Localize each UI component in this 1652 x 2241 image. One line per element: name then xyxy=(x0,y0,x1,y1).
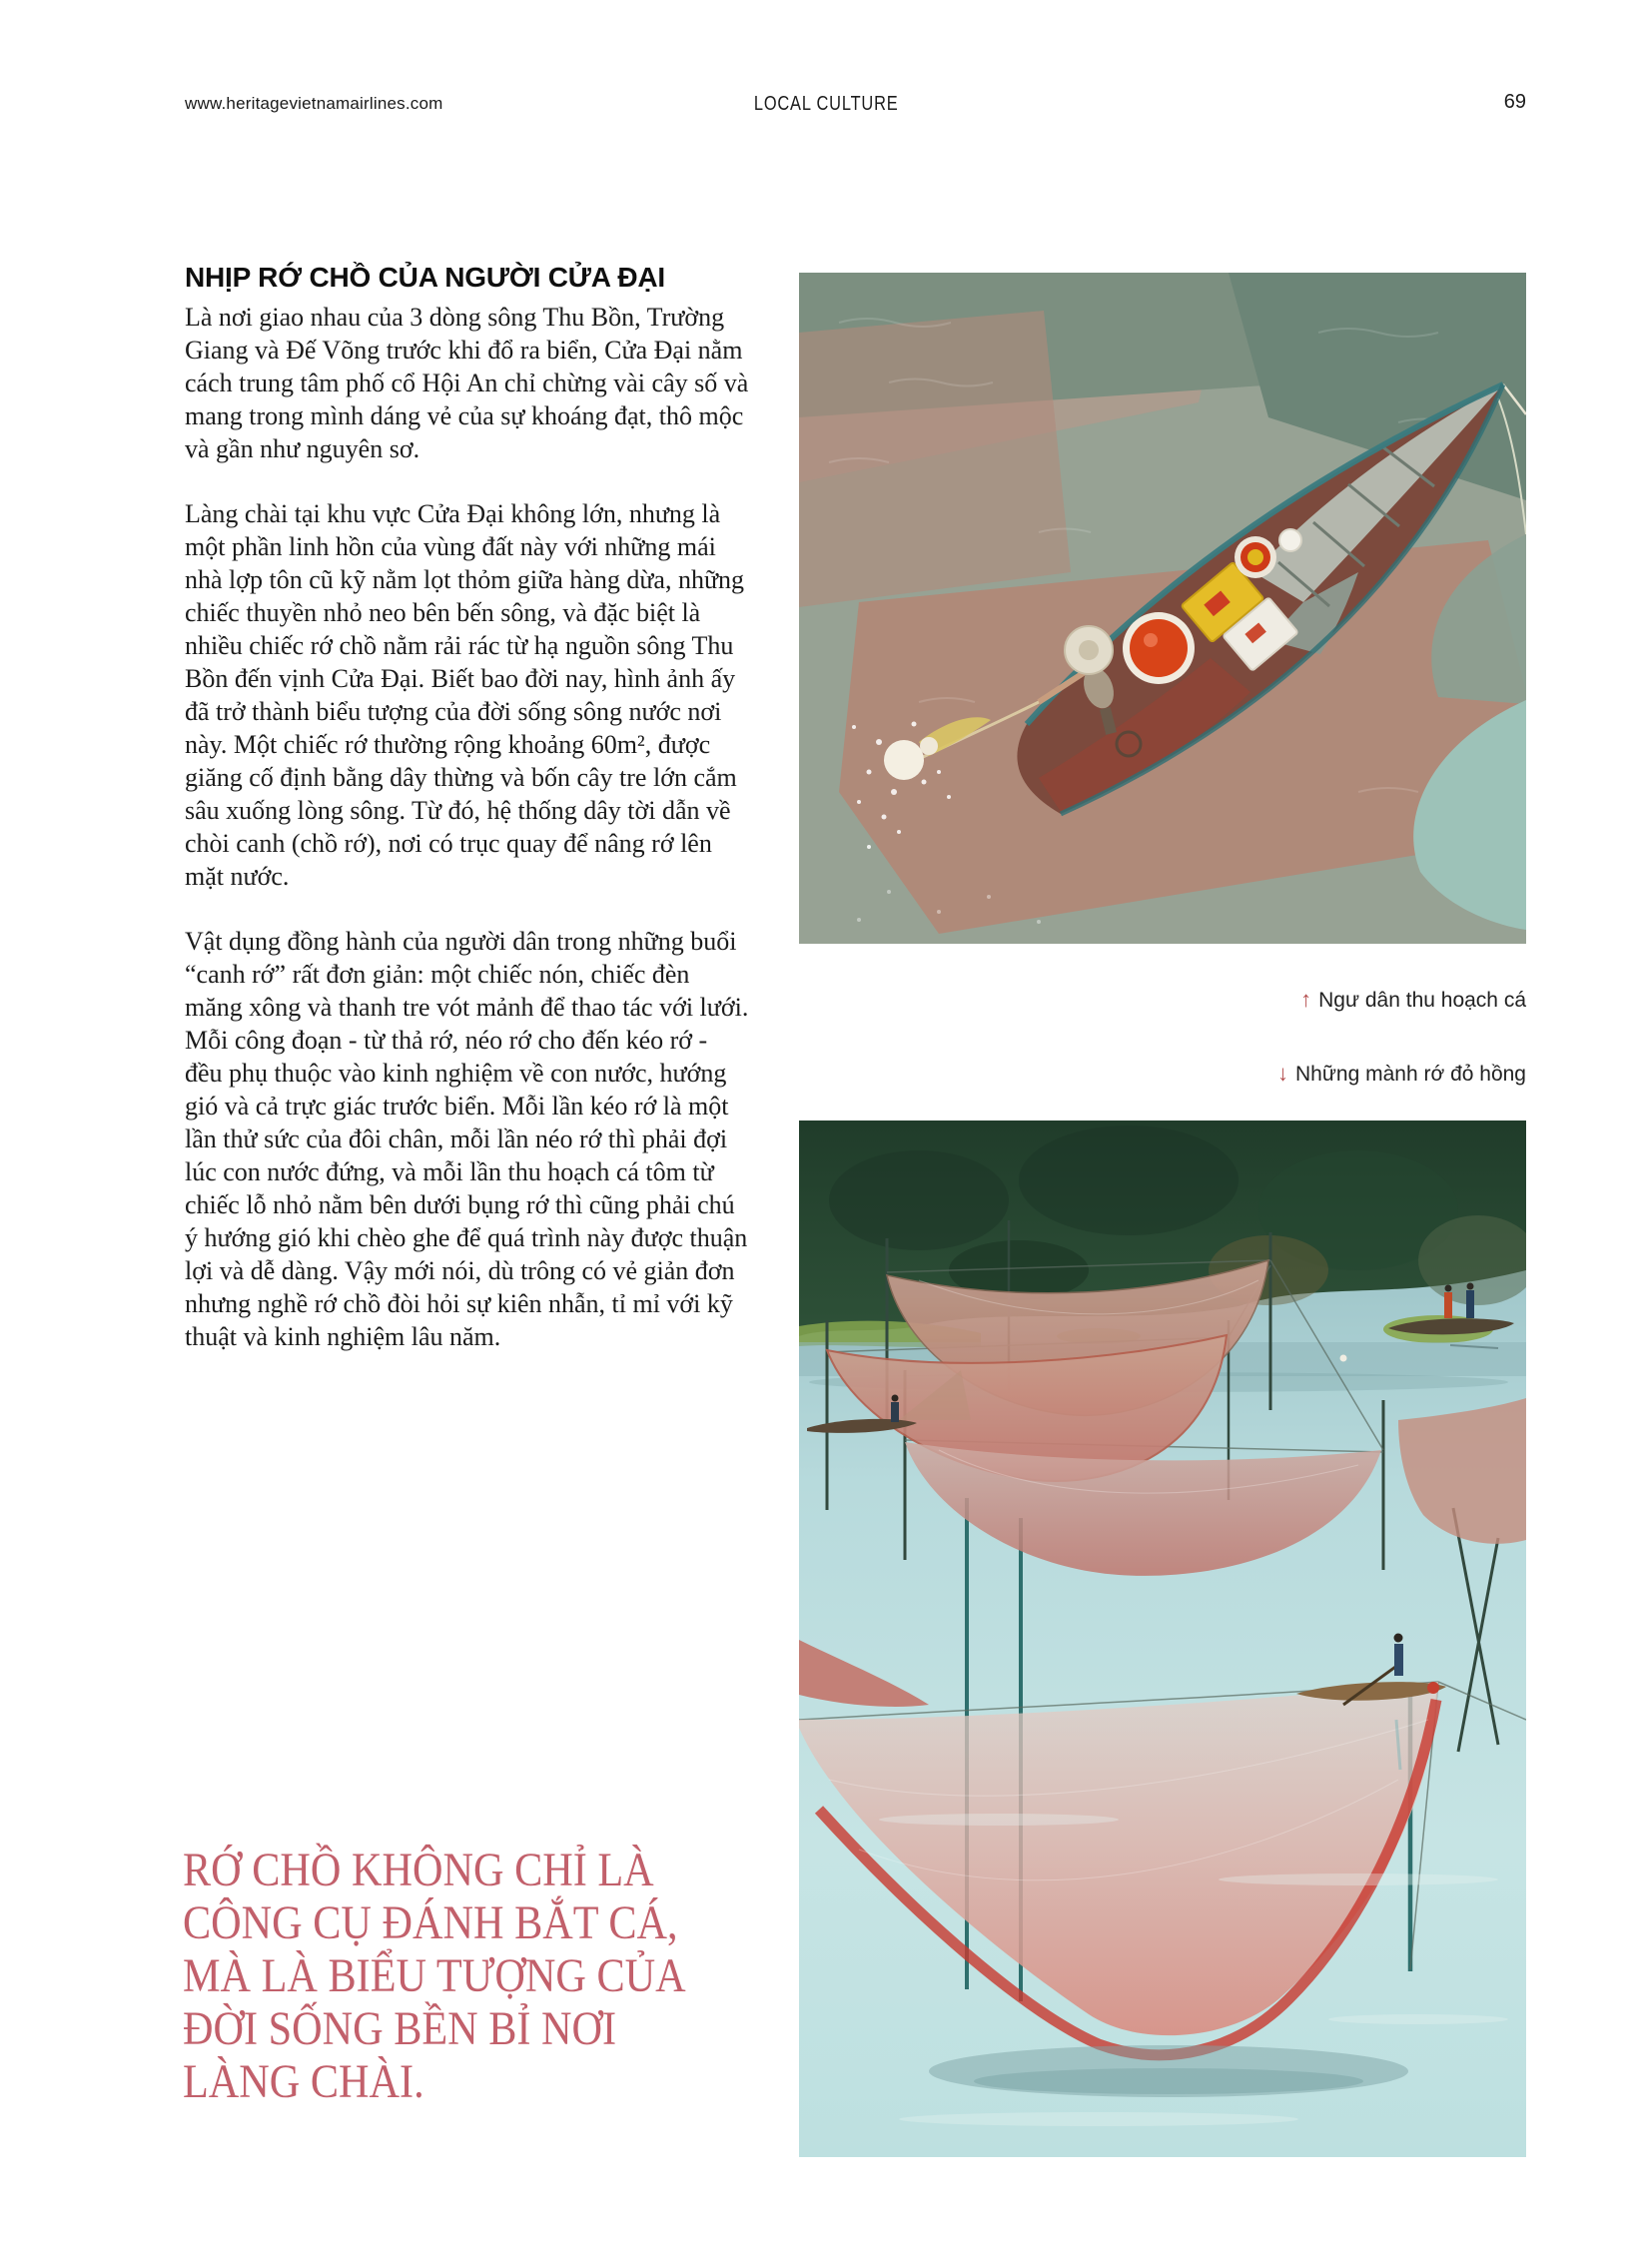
photo2-caption-text: Những mành rớ đỏ hồng xyxy=(1295,1063,1526,1086)
down-arrow-icon: ↓ xyxy=(1277,1061,1289,1086)
up-arrow-icon: ↑ xyxy=(1300,987,1312,1012)
photo1-caption xyxy=(799,987,1526,1013)
website-url: www.heritagevietnamairlines.com xyxy=(185,94,443,113)
article-column xyxy=(185,262,750,1385)
paragraph-2: Làng chài tại khu vực Cửa Đại không lớn, nhưng là một phần linh hồn của vùng đất này với những mái nhà lợp tôn cũ kỹ nằm lọt thỏm giữa hàng dừa, những chiếc thuyền nhỏ neo bên bến sông, và đặc biệt là nhiều chiếc rớ chồ nằm rải rác từ hạ nguồn sông Thu Bồn đến vịnh Cửa Đại. Biết bao đời nay, hình ảnh ấy đã trở thành biểu tượng của đời sống sông nước nơi này. Một chiếc rớ thường rộng khoảng 60m², được giăng cố định bằng dây thừng và bốn cây tre lớn cắm sâu xuống lòng sông. Từ đó, hệ thống dây tời dẫn về chòi canh (chồ rớ), nơi có trục quay để nâng rớ lên mặt nước. xyxy=(185,499,745,891)
paragraph-3: Vật dụng đồng hành của người dân trong những buổi “canh rớ” rất đơn giản: một chiếc nón, chiếc đèn măng xông và thanh tre vót mảnh để thao tác với lưới. Mỗi công đoạn - từ thả rớ, néo rớ cho đến kéo rớ - đều phụ thuộc vào kinh nghiệm về con nước, hướng gió và cả trực giác trước biển. Mỗi lần kéo rớ là một lần thử sức của đôi chân, mỗi lần néo rớ thì phải đợi lúc con nước đứng, và mỗi lần thu hoạch cá tôm từ chiếc lỗ nhỏ nằm bên dưới bụng rớ thì cũng phải chú ý hướng gió khi chèo ghe để quá trình này được thuận lợi và dễ dàng. Vậy mới nói, dù trông có vẻ giản đơn nhưng nghề rớ chồ đòi hỏi sự kiên nhẫn, tỉ mỉ với kỹ thuật và kinh nghiệm lâu năm. xyxy=(185,927,749,1351)
aerial-fishing-boat-photo xyxy=(799,273,1526,944)
page-number: 69 xyxy=(1503,91,1526,113)
pull-quote: RỚ CHỒ KHÔNG CHỈ LÀ CÔNG CỤ ĐÁNH BẮT CÁ, MÀ LÀ BIỂU TƯỢNG CỦA ĐỜI SỐNG BỀN BỈ NƠI LÀNG CHÀI. xyxy=(183,1844,686,2108)
photo2-caption xyxy=(799,1061,1526,1087)
article-heading: NHỊP RỚ CHỒ CỦA NGƯỜI CỬA ĐẠI xyxy=(185,262,665,293)
white-bird xyxy=(1340,1355,1347,1362)
lift-nets-lagoon-photo xyxy=(799,1120,1526,2157)
paragraph-1: Là nơi giao nhau của 3 dòng sông Thu Bồn, Trường Giang và Đế Võng trước khi đổ ra biển, Cửa Đại nằm cách trung tâm phố cổ Hội An chỉ chừng vài cây số và mang trong mình dáng vẻ của sự khoáng đạt, thô mộc và gần như nguyên sơ. xyxy=(185,303,749,463)
photo1-caption-text: Ngư dân thu hoạch cá xyxy=(1318,989,1526,1012)
section-title: LOCAL CULTURE xyxy=(753,93,899,115)
